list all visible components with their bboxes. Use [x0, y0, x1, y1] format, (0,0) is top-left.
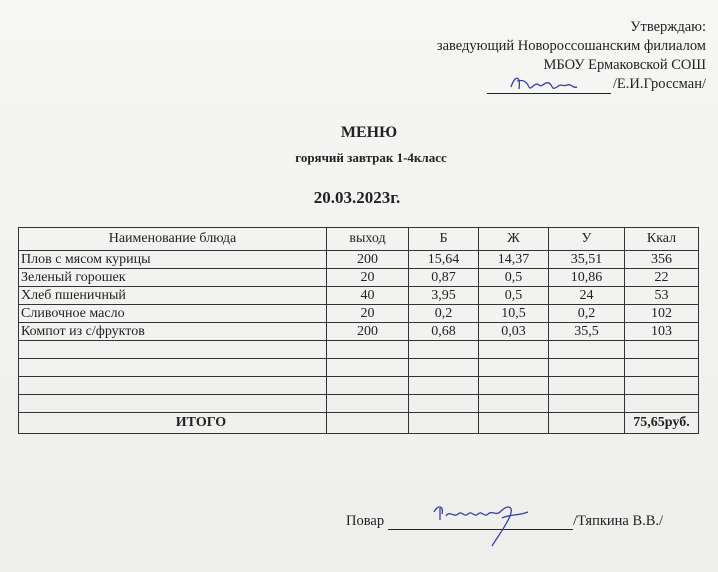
dish-fat: 0,03	[479, 323, 549, 341]
document-subtitle: горячий завтрак 1-4класс	[295, 150, 447, 165]
dish-protein: 0,87	[409, 269, 479, 287]
table-row-empty	[19, 341, 699, 359]
column-header-fat: Ж	[479, 228, 549, 251]
dish-protein: 0,2	[409, 305, 479, 323]
dish-name: Зеленый горошек	[19, 269, 327, 287]
menu-table	[18, 227, 699, 434]
total-label: ИТОГО	[19, 413, 327, 434]
document-date: 20.03.2023г.	[313, 188, 401, 207]
approver-signature-row	[326, 75, 706, 94]
cook-signature-icon	[428, 500, 538, 548]
dish-kcal: 53	[625, 287, 699, 305]
cook-name: /Тяпкина В.В./	[573, 513, 664, 529]
approver-school: МБОУ Ермаковской СОШ	[543, 57, 706, 73]
column-header-protein: Б	[409, 228, 479, 251]
dish-output: 20	[327, 305, 409, 323]
table-row-empty	[19, 377, 699, 395]
dish-protein: 3,95	[409, 287, 479, 305]
column-header-carbs: У	[549, 228, 625, 251]
dish-name: Сливочное масло	[19, 305, 327, 323]
table-row-empty	[19, 359, 699, 377]
approver-signature-icon	[507, 69, 583, 99]
dish-kcal: 102	[625, 305, 699, 323]
dish-name: Плов с мясом курицы	[19, 251, 327, 269]
dish-output: 200	[327, 323, 409, 341]
dish-carbs: 0,2	[549, 305, 625, 323]
dish-carbs: 35,51	[549, 251, 625, 269]
dish-fat: 10,5	[479, 305, 549, 323]
column-header-kcal: Ккал	[625, 228, 699, 251]
dish-kcal: 22	[625, 269, 699, 287]
dish-carbs: 24	[549, 287, 625, 305]
document-title: МЕНЮ	[340, 124, 398, 141]
dish-carbs: 35,5	[549, 323, 625, 341]
cook-label: Повар	[346, 513, 385, 529]
approver-signature	[487, 77, 611, 94]
dish-kcal: 356	[625, 251, 699, 269]
table-row-empty	[19, 395, 699, 413]
cook-signature-block	[346, 513, 663, 530]
column-header-output: выход	[327, 228, 409, 251]
dish-kcal: 103	[625, 323, 699, 341]
column-header-name: Наименование блюда	[19, 228, 327, 251]
approver-position: заведующий Новороссошанским филиалом	[436, 38, 706, 54]
dish-output: 200	[327, 251, 409, 269]
dish-fat: 0,5	[479, 269, 549, 287]
dish-output: 20	[327, 269, 409, 287]
dish-protein: 0,68	[409, 323, 479, 341]
dish-protein: 15,64	[409, 251, 479, 269]
dish-carbs: 10,86	[549, 269, 625, 287]
dish-fat: 0,5	[479, 287, 549, 305]
table-row	[19, 305, 699, 323]
dish-output: 40	[327, 287, 409, 305]
table-row	[19, 323, 699, 341]
approver-name: /Е.И.Гроссман/	[612, 76, 706, 92]
approve-label: Утверждаю:	[630, 19, 706, 35]
dish-name: Хлеб пшеничный	[19, 287, 327, 305]
total-row	[19, 413, 699, 434]
table-row	[19, 269, 699, 287]
table-row	[19, 287, 699, 305]
cook-signature	[388, 514, 573, 530]
dish-fat: 14,37	[479, 251, 549, 269]
total-sum: 75,65руб.	[625, 413, 699, 434]
table-row	[19, 251, 699, 269]
approval-block	[326, 18, 706, 94]
dish-name: Компот из с/фруктов	[19, 323, 327, 341]
table-header-row	[19, 228, 699, 251]
